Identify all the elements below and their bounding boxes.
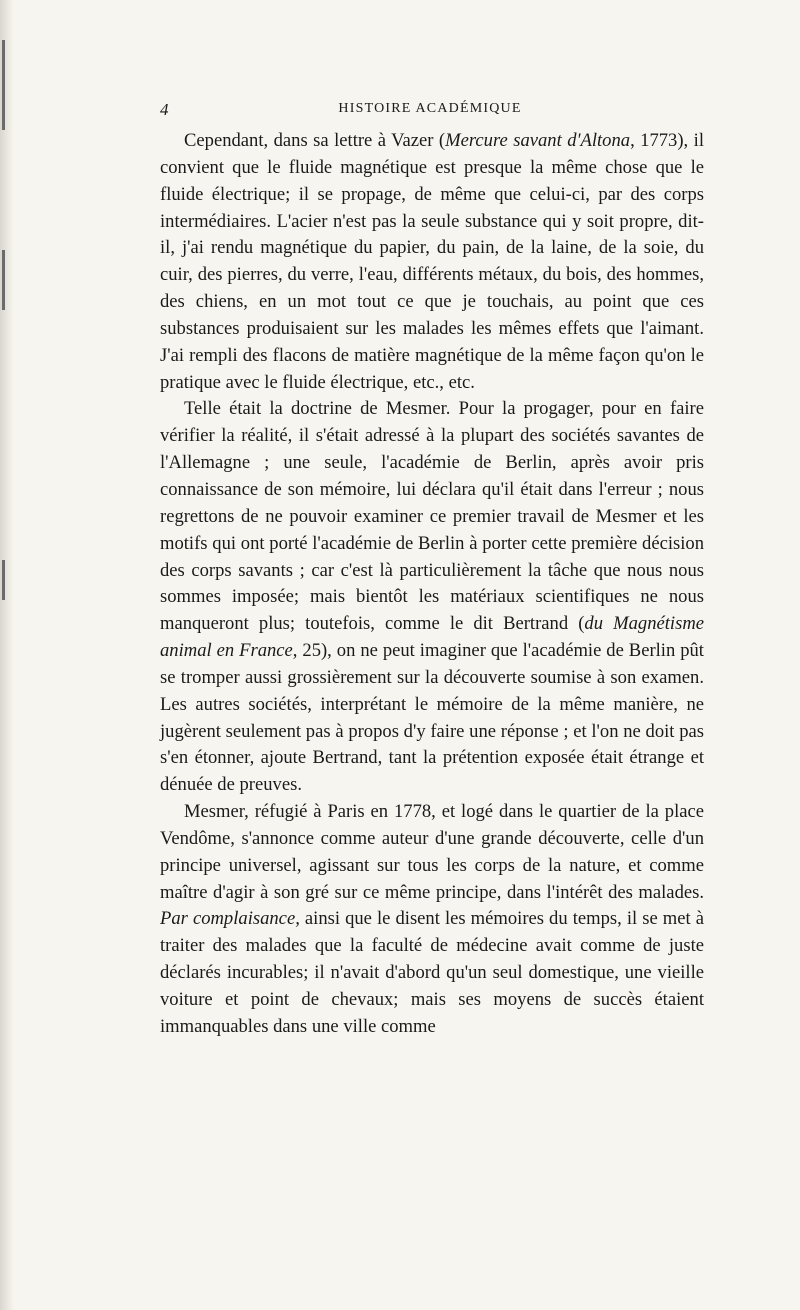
emphasis-italic: Par complaisance, (160, 908, 300, 930)
running-title: HISTOIRE ACADÉMIQUE (338, 101, 522, 116)
paragraph (160, 799, 704, 1041)
text-span: ainsi que le disent les mémoires du temps, il se met à traiter des malades que la faculté de médecine avait comme de juste déclarés incurables; il n'avait d'abord qu'un seul domestique, une vieille voiture et point de chevaux; mais ses moyens de succès étaient immanquables dans une ville comme (160, 908, 704, 1037)
text-span: Telle était la doctrine de Mesmer. Pour la progager, pour en faire vérifier la réalité, il s'était adressé à la plupart des sociétés savantes de l'Allemagne ; une seule, l'académie de Berlin, après avoir pris connaissance de son mémoire, lui déclara qu'il était dans l'erreur ; nous regrettons de ne pouvoir examiner ce premier travail de Mesmer et les motifs qui ont porté l'académie de Berlin à porter cette première décision des corps savants ; car c'est là particulièrement la tâche que nous nous sommes imposée; mais bientôt les matériaux scientifiques ne nous manqueront plus; toutefois, comme le dit Bertrand ( (160, 398, 704, 635)
text-span: Cependant, dans sa lettre à Vazer ( (184, 130, 446, 151)
text-span: , 25), on ne peut imaginer que l'académie de Berlin pût se tromper aussi grossièrement sur la découverte soumise à son examen. Les autres sociétés, interprétant le mémoire de la même manière, ne jugèrent seulement pas à propos d'y faire une réponse ; et l'on ne doit pas s'en étonner, ajoute Bertrand, tant la prétention exposée était étrange et dénuée de preuves. (160, 640, 704, 796)
text-span: , 1773), il convient que le fluide magnétique est presque la même chose que le fluide électrique; il se propage, de même que celui-ci, par des corps intermédiaires. L'acier n'est pas la seule substance qui y soit propre, dit-il, j'ai rendu magnétique du papier, du pain, de la laine, de la soie, du cuir, des pierres, du verre, l'eau, différents métaux, du bois, des hommes, des chiens, en un mot tout ce que je touchais, au point que ces substances produisaient sur les malades les mêmes effets que l'aimant. J'ai rempli des flacons de matière magnétique de la même façon qu'on le pratique avec le fluide électrique, etc., etc. (160, 130, 704, 393)
page-header (160, 100, 700, 126)
citation-italic: Mercure savant d'Altona (445, 130, 631, 151)
binding-mark (2, 560, 5, 600)
binding-mark (2, 40, 5, 130)
paragraph (160, 128, 704, 396)
page-gutter-shadow (0, 0, 14, 1310)
binding-mark (2, 250, 5, 310)
page-number: 4 (160, 100, 169, 119)
paragraph (160, 396, 704, 799)
page-body (160, 128, 704, 1041)
citation-italic: du Magnétisme animal en France (160, 613, 704, 662)
text-span: Mesmer, réfugié à Paris en 1778, et logé dans le quartier de la place Vendôme, s'annonce comme auteur d'une grande découverte, celle d'un principe universel, agissant sur tous les corps de la nature, et comme maître d'agir à son gré sur ce même principe, dans l'intérêt des malades. (160, 801, 704, 903)
